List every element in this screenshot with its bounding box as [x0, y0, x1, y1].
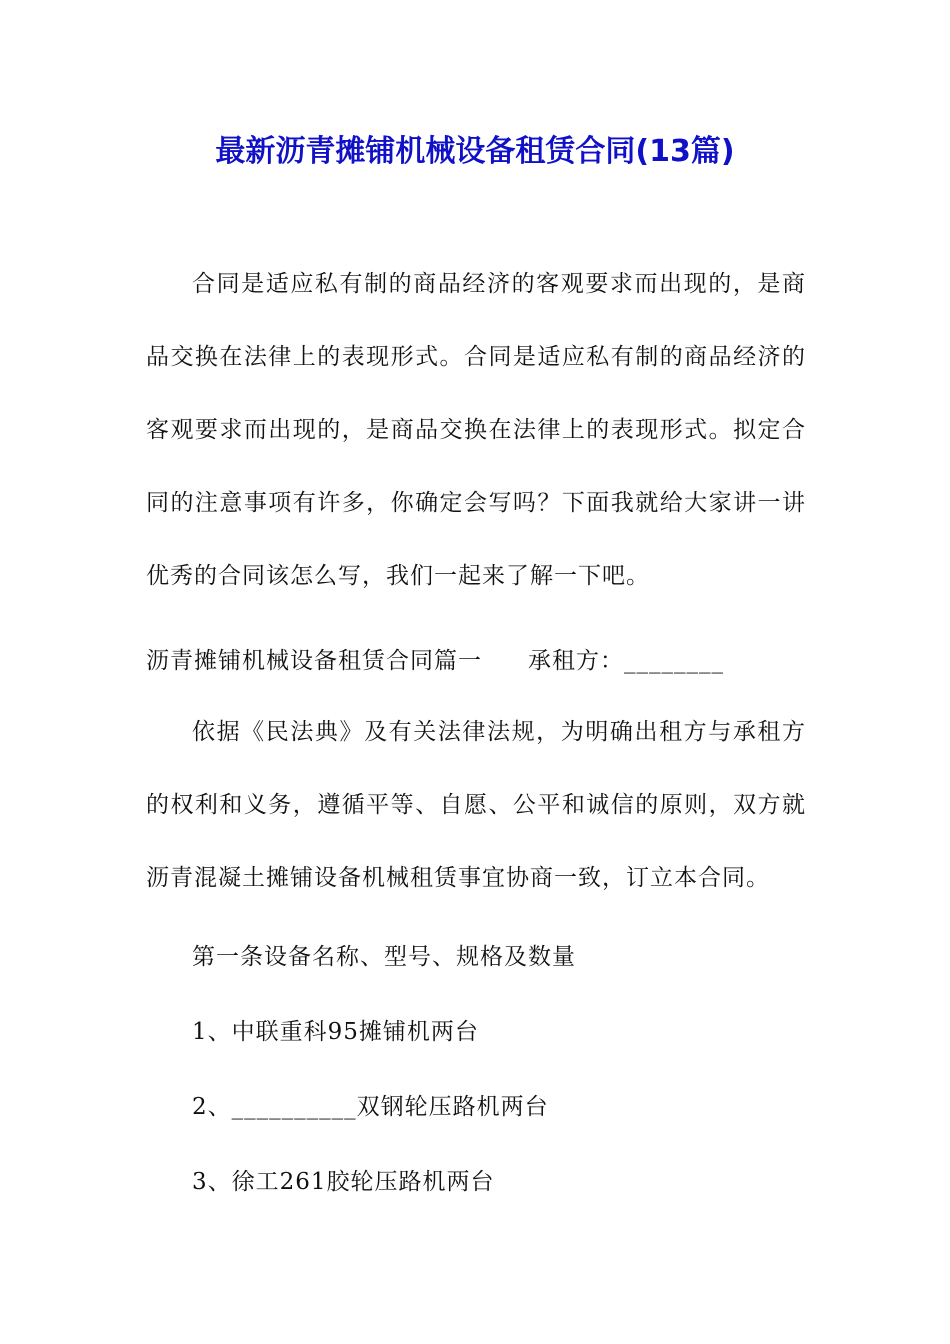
list-item: 1、中联重科95摊铺机两台	[192, 1019, 479, 1045]
basis-block	[146, 696, 806, 915]
intro-paragraph: 合同是适应私有制的商品经济的客观要求而出现的，是商品交换在法律上的表现形式。合同是适应私有制的商品经济的客观要求而出现的，是商品交换在法律上的表现形式。拟定合同的注意事项有许多，你确定会写吗？下面我就给大家讲一讲优秀的合同该怎么写，我们一起来了解一下吧。	[146, 271, 806, 589]
article-block	[146, 920, 806, 1220]
basis-paragraph: 依据《民法典》及有关法律法规，为明确出租方与承租方的权利和义务，遵循平等、自愿、公平和诚信的原则，双方就沥青混凝土摊铺设备机械租赁事宜协商一致，订立本合同。	[146, 719, 806, 891]
lessee-label: 承租方：________	[528, 648, 724, 674]
document-title: 最新沥青摊铺机械设备租赁合同(13篇)	[215, 134, 735, 169]
intro-block	[146, 248, 806, 613]
section-heading-line	[146, 636, 806, 686]
section-heading: 沥青摊铺机械设备租赁合同篇一	[146, 648, 482, 674]
section-heading-block	[146, 636, 806, 686]
list-item: 2、__________双钢轮压路机两台	[192, 1094, 549, 1120]
list-item: 3、徐工261胶轮压路机两台	[192, 1169, 495, 1195]
article-one-heading: 第一条设备名称、型号、规格及数量	[192, 944, 576, 970]
